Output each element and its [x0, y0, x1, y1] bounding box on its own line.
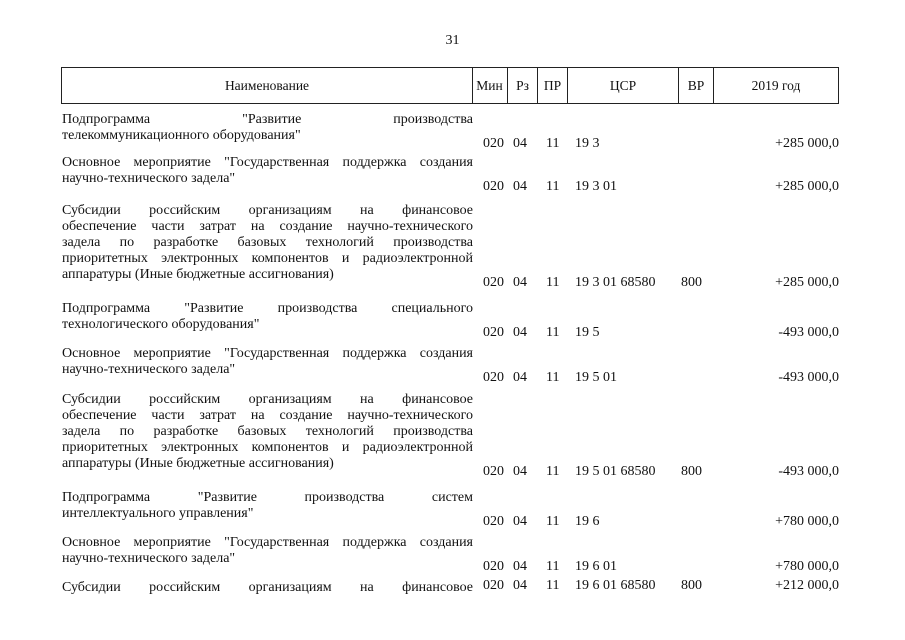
row-min: 020	[483, 179, 504, 194]
header-name: Наименование	[61, 67, 473, 104]
header-min: Мин	[472, 67, 508, 104]
row-min: 020	[483, 578, 504, 593]
row-name	[62, 346, 473, 378]
row-pr: 11	[546, 370, 560, 385]
row-sum: +285 000,0	[775, 136, 839, 151]
row-name-line: научно-технического задела"	[62, 551, 236, 566]
row-csr: 19 3	[575, 136, 600, 151]
row-pr: 11	[546, 514, 560, 529]
header-pr: ПР	[538, 67, 568, 104]
row-name	[62, 301, 473, 333]
row-sum: +780 000,0	[775, 559, 839, 574]
row-name-line: аппаратуры (Иные бюджетные ассигнования)	[62, 456, 334, 471]
row-min: 020	[483, 275, 504, 290]
row-name-line: Подпрограмма "Развитие производства специального	[62, 301, 473, 316]
row-pr: 11	[546, 179, 560, 194]
row-csr: 19 6 01	[575, 559, 617, 574]
row-sum: +780 000,0	[775, 514, 839, 529]
row-name-line: приоритетных электронных компонентов и радиоэлектронной	[62, 251, 473, 266]
row-name-line: технологического оборудования"	[62, 317, 260, 332]
row-rz: 04	[513, 578, 527, 593]
row-min: 020	[483, 559, 504, 574]
header-rz: Рз	[508, 67, 538, 104]
row-csr: 19 6 01 68580	[575, 578, 656, 593]
row-vr: 800	[681, 275, 702, 290]
row-name-line: приоритетных электронных компонентов и радиоэлектронной	[62, 440, 473, 455]
row-rz: 04	[513, 559, 527, 574]
row-name	[62, 580, 473, 596]
row-pr: 11	[546, 136, 560, 151]
row-rz: 04	[513, 275, 527, 290]
row-vr: 800	[681, 578, 702, 593]
row-sum: +285 000,0	[775, 179, 839, 194]
row-name-line: интеллектуального управления"	[62, 506, 254, 521]
row-name-line: телекоммуникационного оборудования"	[62, 128, 301, 143]
row-pr: 11	[546, 275, 560, 290]
row-vr: 800	[681, 464, 702, 479]
row-min: 020	[483, 464, 504, 479]
row-name-line: Основное мероприятие "Государственная поддержка создания	[62, 155, 473, 170]
row-name	[62, 490, 473, 522]
row-csr: 19 3 01	[575, 179, 617, 194]
row-name-line: Субсидии российским организациям на финансовое	[62, 203, 473, 218]
row-name-line: задела по разработке базовых технологий производства	[62, 235, 473, 250]
row-rz: 04	[513, 514, 527, 529]
row-sum: +285 000,0	[775, 275, 839, 290]
row-name	[62, 535, 473, 567]
row-rz: 04	[513, 464, 527, 479]
row-pr: 11	[546, 325, 560, 340]
row-sum: -493 000,0	[778, 370, 839, 385]
header-vr: ВР	[679, 67, 714, 104]
row-sum: -493 000,0	[778, 464, 839, 479]
row-name	[62, 203, 473, 283]
row-name-line: обеспечение части затрат на создание научно-технического	[62, 219, 473, 234]
row-name-line: научно-технического задела"	[62, 362, 236, 377]
row-min: 020	[483, 370, 504, 385]
row-csr: 19 5 01 68580	[575, 464, 656, 479]
row-csr: 19 5 01	[575, 370, 617, 385]
row-pr: 11	[546, 578, 560, 593]
header-year: 2019 год	[714, 67, 839, 104]
row-name-line: Основное мероприятие "Государственная поддержка создания	[62, 535, 473, 550]
row-name-line: задела по разработке базовых технологий производства	[62, 424, 473, 439]
row-name-line: научно-технического задела"	[62, 171, 236, 186]
row-name	[62, 112, 473, 144]
row-name	[62, 155, 473, 187]
row-name-line: Субсидии российским организациям на финансовое	[62, 392, 473, 407]
row-min: 020	[483, 325, 504, 340]
row-min: 020	[483, 514, 504, 529]
row-min: 020	[483, 136, 504, 151]
header-csr: ЦСР	[568, 67, 679, 104]
row-csr: 19 6	[575, 514, 600, 529]
row-rz: 04	[513, 136, 527, 151]
row-rz: 04	[513, 370, 527, 385]
row-name-line: аппаратуры (Иные бюджетные ассигнования)	[62, 267, 334, 282]
row-csr: 19 3 01 68580	[575, 275, 656, 290]
row-name-line: Подпрограмма "Развитие производства систем	[62, 490, 473, 505]
row-name-line: Подпрограмма "Развитие производства	[62, 112, 473, 127]
row-rz: 04	[513, 325, 527, 340]
table-header	[61, 67, 839, 104]
row-name-line: обеспечение части затрат на создание научно-технического	[62, 408, 473, 423]
page-number: 31	[445, 33, 460, 48]
row-name	[62, 392, 473, 472]
row-rz: 04	[513, 179, 527, 194]
row-pr: 11	[546, 464, 560, 479]
row-name-line: Субсидии российским организациям на финансовое	[62, 580, 473, 595]
row-name-line: Основное мероприятие "Государственная поддержка создания	[62, 346, 473, 361]
row-csr: 19 5	[575, 325, 600, 340]
row-pr: 11	[546, 559, 560, 574]
row-sum: +212 000,0	[775, 578, 839, 593]
row-sum: -493 000,0	[778, 325, 839, 340]
